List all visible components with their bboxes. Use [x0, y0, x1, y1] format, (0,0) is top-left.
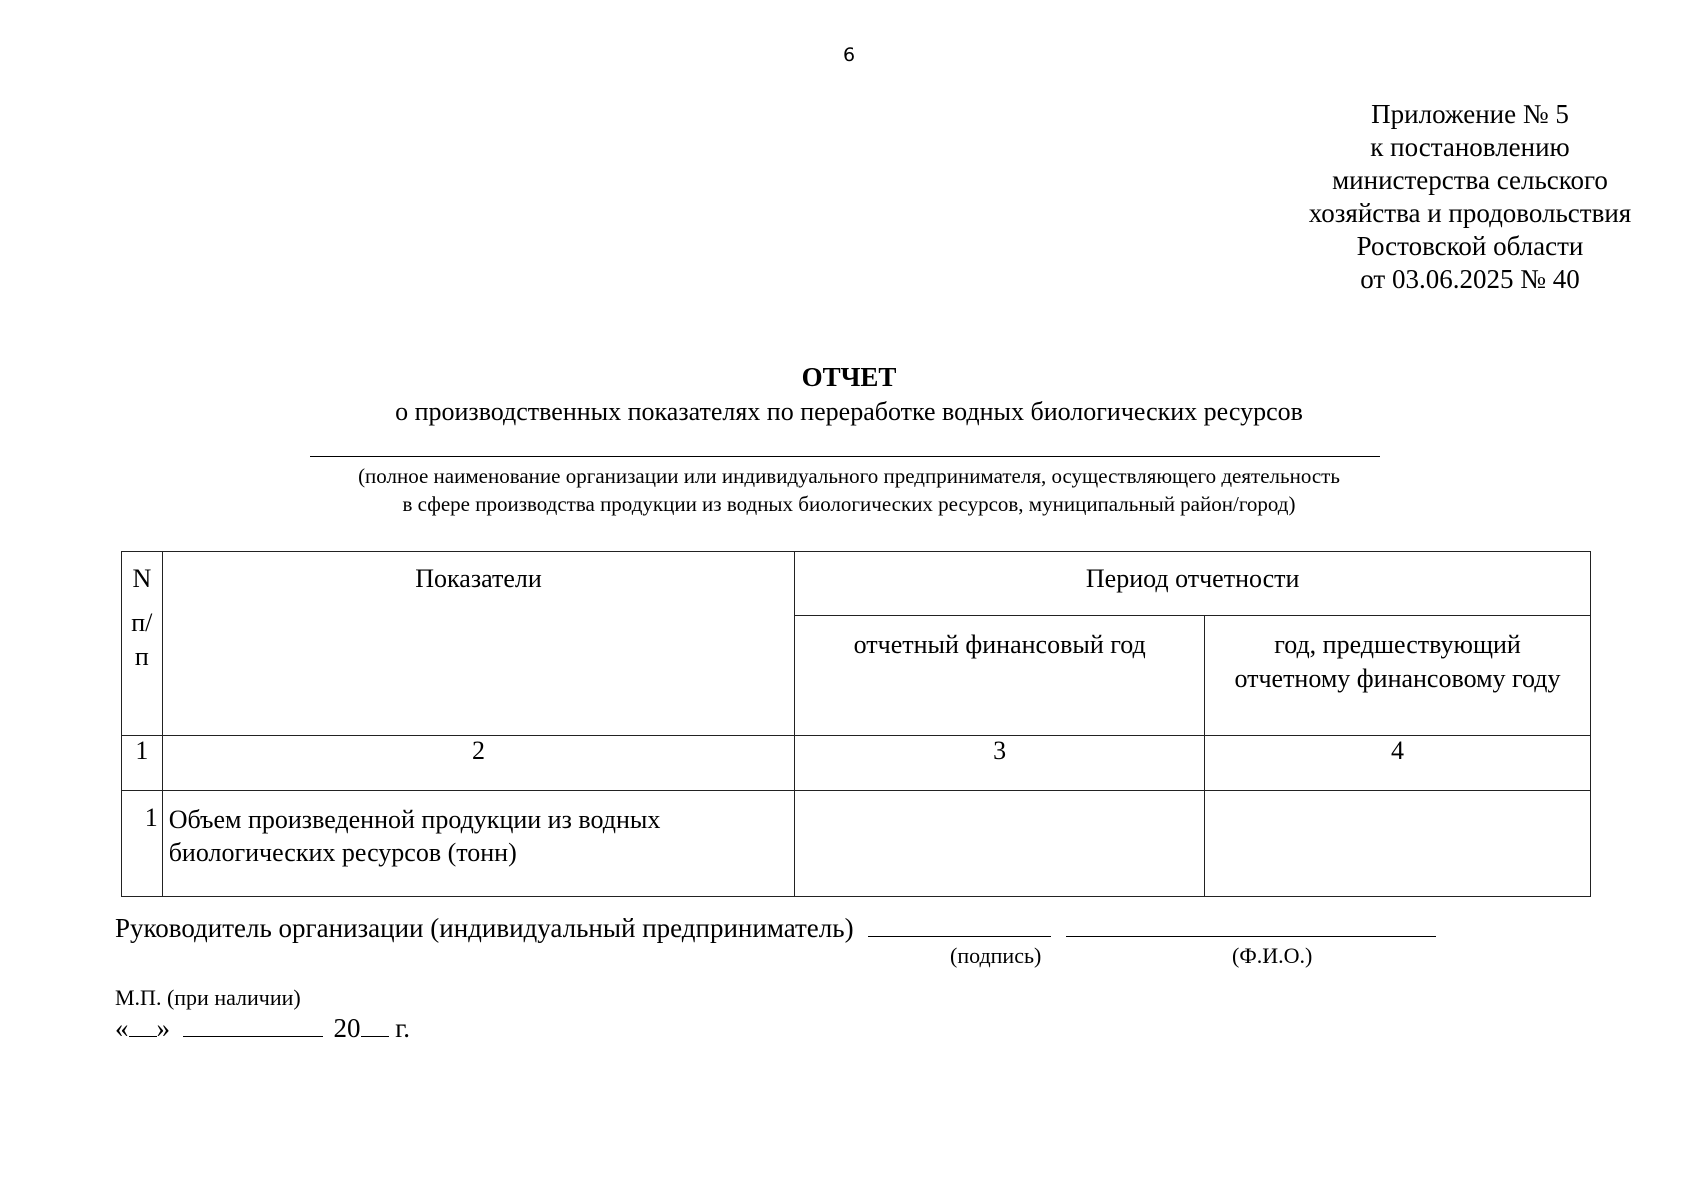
page-number: 6 — [842, 44, 856, 66]
full-name-caption: (Ф.И.О.) — [1232, 943, 1313, 968]
organization-caption-line: в сфере производства продукции из водных биологических ресурсов, муниципальный район/город) — [402, 492, 1296, 516]
header-reporting-period: Период отчетности — [795, 552, 1591, 616]
previous-year-value-cell[interactable] — [1204, 791, 1590, 897]
appendix-line: к постановлению — [1370, 132, 1570, 162]
report-table — [121, 551, 1591, 897]
signature-caption: (подпись) — [950, 943, 1042, 968]
stamp-note: М.П. (при наличии) — [115, 985, 301, 1010]
indicator-line: Объем произведенной продукции из водных — [168, 805, 661, 834]
appendix-line: Приложение № 5 — [1371, 99, 1569, 129]
organization-caption-line: (полное наименование организации или индивидуального предпринимателя, осуществляющего деятельность — [358, 464, 1340, 488]
full-name-field[interactable] — [1066, 908, 1436, 937]
year-suffix: г. — [395, 1013, 411, 1043]
row-number: 1 — [122, 791, 163, 897]
appendix-line: Ростовской области — [1356, 231, 1584, 261]
organization-name-field[interactable] — [310, 456, 1380, 457]
appendix-header — [1200, 98, 1698, 296]
report-subtitle: о производственных показателях по переработке водных биологических ресурсов — [395, 397, 1303, 426]
header-previous-year-line: отчетному финансовому году — [1234, 664, 1561, 694]
header-num-line: п — [134, 642, 149, 671]
year-field[interactable] — [361, 1014, 389, 1037]
day-field[interactable] — [129, 1014, 157, 1037]
column-number: 4 — [1204, 736, 1590, 791]
appendix-line: министерства сельского — [1332, 165, 1608, 195]
signature-label: Руководитель организации (индивидуальный предприниматель) — [115, 913, 854, 943]
organization-caption — [0, 462, 1698, 518]
quote-open: « — [115, 1013, 129, 1043]
indicator-cell — [162, 791, 795, 897]
header-num-line: п/ — [131, 608, 153, 637]
signature-field[interactable] — [868, 908, 1051, 937]
current-year-value-cell[interactable] — [795, 791, 1205, 897]
header-indicators: Показатели — [162, 552, 795, 736]
header-row-number — [122, 552, 163, 736]
column-number-row — [122, 736, 1591, 791]
header-previous-year-line: год, предшествующий — [1274, 630, 1521, 660]
signature-line — [115, 908, 1436, 944]
header-num-line: N — [132, 564, 152, 593]
indicator-line: биологических ресурсов (тонн) — [168, 838, 517, 867]
quote-close: » — [156, 1013, 170, 1043]
header-previous-year — [1204, 616, 1590, 736]
appendix-line: от 03.06.2025 № 40 — [1360, 264, 1580, 294]
year-prefix: 20 — [333, 1013, 361, 1043]
date-line — [115, 1013, 410, 1044]
table-row — [122, 791, 1591, 897]
report-title: ОТЧЕТ — [801, 362, 897, 392]
table-header-row — [122, 552, 1591, 616]
appendix-line: хозяйства и продовольствия — [1308, 198, 1632, 228]
column-number: 3 — [795, 736, 1205, 791]
column-number: 2 — [162, 736, 795, 791]
header-current-year: отчетный финансовый год — [795, 616, 1205, 736]
column-number: 1 — [122, 736, 163, 791]
month-field[interactable] — [183, 1014, 323, 1037]
